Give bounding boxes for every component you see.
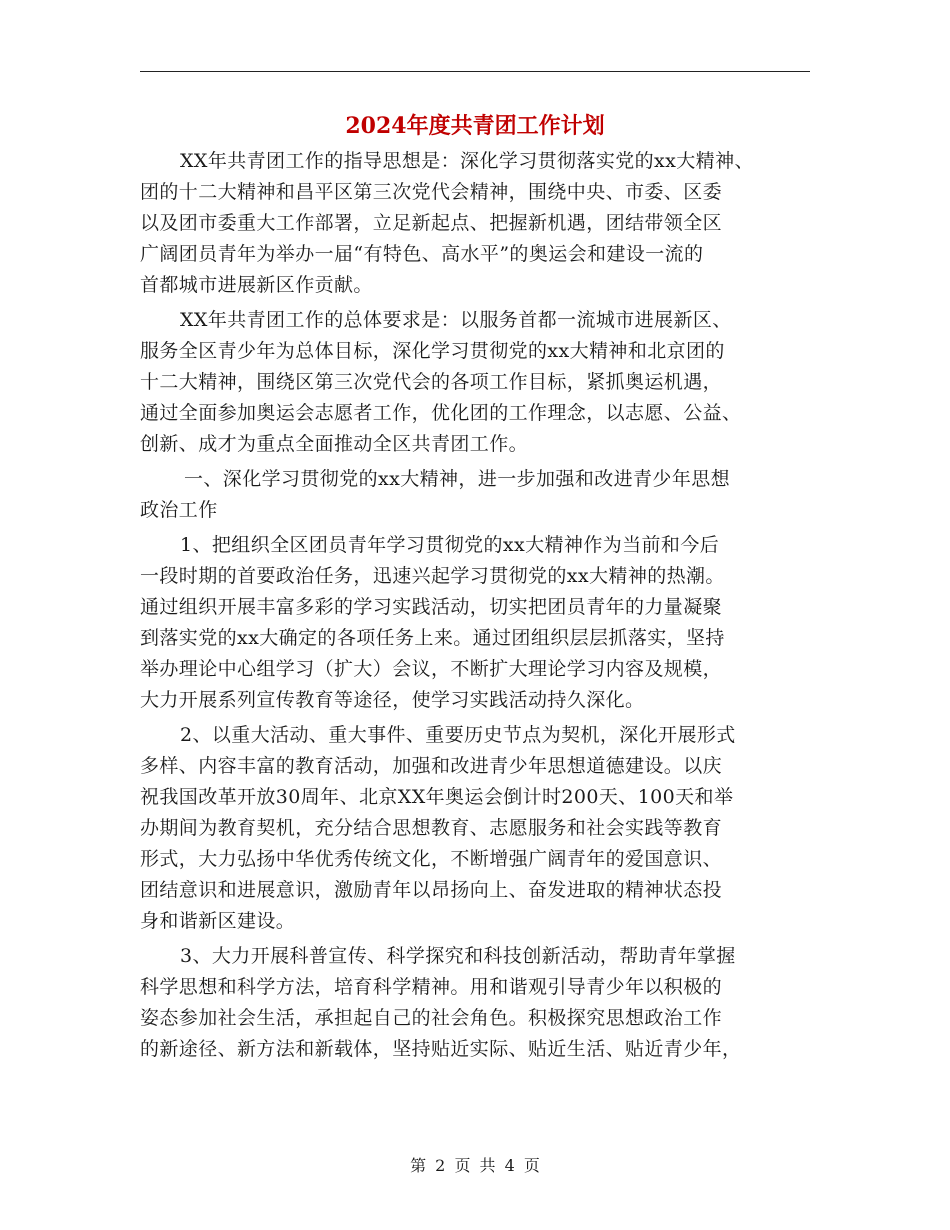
paragraph <box>140 941 840 1065</box>
paragraph-line: 团的十二大精神和昌平区第三次党代会精神，围绕中央、市委、区委 <box>140 181 723 203</box>
paragraph-line: 创新、成才为重点全面推动全区共青团工作。 <box>140 433 529 455</box>
paragraph-line: 多样、内容丰富的教育活动，加强和改进青少年思想道德建设。以庆 <box>140 755 723 777</box>
paragraph <box>140 464 840 526</box>
paragraph-line: 一段时期的首要政治任务，迅速兴起学习贯彻党的xx大精神的热潮。 <box>140 565 725 587</box>
paragraph-line: 到落实党的xx大确定的各项任务上来。通过团组织层层抓落实，坚持 <box>140 627 725 649</box>
paragraph-line: 通过全面参加奥运会志愿者工作，优化团的工作理念，以志愿、公益、 <box>140 402 742 424</box>
paragraph-line: 1、把组织全区团员青年学习贯彻党的xx大精神作为当前和今后 <box>180 534 720 556</box>
paragraph-line: 身和谐新区建设。 <box>140 910 296 932</box>
paragraph-line: 办期间为教育契机，充分结合思想教育、志愿服务和社会实践等教育 <box>140 817 723 839</box>
paragraph-line: 广阔团员青年为举办一届“有特色、高水平”的奥运会和建设一流的 <box>140 243 704 265</box>
paragraph-line: 十二大精神，围绕区第三次党代会的各项工作目标，紧抓奥运机遇， <box>140 371 723 393</box>
document-body <box>140 146 840 1069</box>
paragraph-line: 3、大力开展科普宣传、科学探究和科技创新活动，帮助青年掌握 <box>180 945 736 967</box>
paragraph-line: 祝我国改革开放30周年、北京XX年奥运会倒计时200天、100天和举 <box>140 786 734 808</box>
paragraph-line: 首都城市进展新区作贡献。 <box>140 274 373 296</box>
paragraph-line: 一、深化学习贯彻党的xx大精神，进一步加强和改进青少年思想 <box>184 468 731 490</box>
paragraph <box>140 305 840 460</box>
paragraph-line: XX年共青团工作的总体要求是：以服务首都一流城市进展新区、 <box>180 309 732 331</box>
paragraph-line: 政治工作 <box>140 499 218 521</box>
paragraph-line: 以及团市委重大工作部署，立足新起点、把握新机遇，团结带领全区 <box>140 212 723 234</box>
paragraph-line: 科学思想和科学方法，培育科学精神。用和谐观引导青少年以积极的 <box>140 976 723 998</box>
paragraph-line: 姿态参加社会生活，承担起自己的社会角色。积极探究思想政治工作 <box>140 1007 723 1029</box>
paragraph-line: 大力开展系列宣传教育等途径，使学习实践活动持久深化。 <box>140 689 645 711</box>
page-number-footer: 第 2 页 共 4 页 <box>410 1156 540 1175</box>
document-title: 2024年度共青团工作计划 <box>345 113 605 139</box>
paragraph-line: 的新途径、新方法和新载体，坚持贴近实际、贴近生活、贴近青少年， <box>140 1038 742 1060</box>
paragraph-line: 服务全区青少年为总体目标，深化学习贯彻党的xx大精神和北京团的 <box>140 340 725 362</box>
paragraph <box>140 530 840 716</box>
paragraph-line: 2、以重大活动、重大事件、重要历史节点为契机，深化开展形式 <box>180 724 736 746</box>
paragraph-line: 通过组织开展丰富多彩的学习实践活动，切实把团员青年的力量凝聚 <box>140 596 723 618</box>
paragraph-line: 团结意识和进展意识，激励青年以昂扬向上、奋发进取的精神状态投 <box>140 879 723 901</box>
paragraph-line: 举办理论中心组学习（扩大）会议，不断扩大理论学习内容及规模， <box>140 658 723 680</box>
paragraph-line: XX年共青团工作的指导思想是：深化学习贯彻落实党的xx大精神、 <box>180 150 754 172</box>
header-rule <box>140 71 810 72</box>
paragraph <box>140 146 840 301</box>
paragraph-line: 形式，大力弘扬中华优秀传统文化，不断增强广阔青年的爱国意识、 <box>140 848 723 870</box>
paragraph <box>140 720 840 937</box>
